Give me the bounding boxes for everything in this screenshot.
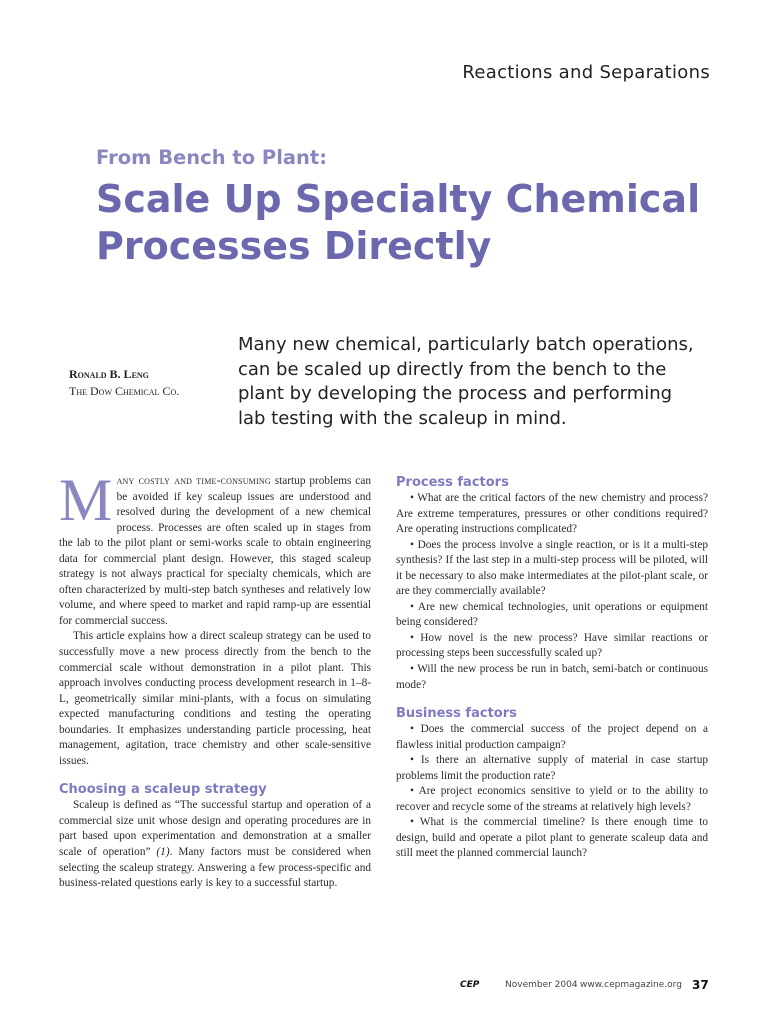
- article-kicker: From Bench to Plant:: [96, 146, 328, 169]
- title-line: Scale Up Specialty Chemical: [96, 177, 701, 221]
- article-deck: [238, 333, 708, 431]
- bullet-item: • Are project economics sensitive to yield or to the ability to recover and recycle some of the streams at relatively high levels?: [396, 785, 708, 813]
- deck-line: can be scaled up directly from the bench to the: [238, 358, 667, 380]
- bullet-text: Are project economics sensitive to yield or to the ability to recover and recycle some of the streams at relatively high levels?: [396, 785, 708, 813]
- bullet-item: • Are new chemical technologies, unit operations or equipment being considered?: [396, 600, 709, 629]
- body-paragraph: [59, 798, 371, 891]
- lead-in: Many costly and time-consuming: [59, 467, 271, 533]
- bullet-text: Does the process involve a single reaction, or is it a multi-step synthesis? If the last step in a multi-step process will be piloted, will it be necessary to also make intermediates at the pilot-plant scale, or are they commercially available?: [396, 538, 708, 598]
- left-column: [59, 467, 372, 892]
- magazine-logo: CEP: [460, 980, 480, 990]
- right-column: [396, 474, 708, 862]
- body-paragraph: This article explains how a direct scaleup strategy can be used to successfully move a new process directly from the bench to the commercial scale without demonstration in a pilot plant. This approach involves conducting process development research in 1–8-L, geometrically similar mini-plants, with a focus on simulating expected manufacturing conditions and testing the operating boundaries. It emphasizes understanding particle processing, heat management, agitation, trace chemistry and other scale-sensitive issues.: [59, 630, 371, 767]
- bullet-item: • Is there an alternative supply of material in case startup problems limit the production rate?: [396, 754, 708, 782]
- bullet-text: What are the critical factors of the new chemistry and process? Are extreme temperatures, pressures or other conditions required? Are operating instructions complicated?: [396, 492, 708, 536]
- bullet-text: How novel is the new process? Have similar reactions or processing steps been successfully scaled up?: [396, 631, 708, 660]
- intro-text: startup problems can be avoided if key scaleup issues are understood and resolved during the development of a new chemical process. Processes are often scaled up in stages from the lab to the pilot plant or semi-works scale to obtain engineering data for commercial plant design. However, this staged scaleup strategy is not always practical for specialty chemicals, which are often characterized by multi-step batch syntheses and relatively low volume, and where speed to market and rapid ramp-up are essential for commercial success.: [59, 475, 371, 627]
- bullet-text: Are new chemical technologies, unit operations or equipment being considered?: [396, 600, 709, 629]
- bullet-item: • Does the process involve a single reaction, or is it a multi-step synthesis? If the last step in a multi-step process will be piloted, will it be necessary to also make intermediates at the pilot-plant scale, or are they commercially available?: [396, 538, 708, 598]
- section-heading: Choosing a scaleup strategy: [59, 782, 267, 798]
- magazine-url: www.cepmagazine.org: [580, 980, 682, 990]
- author-name: Ronald B. Leng: [69, 367, 149, 381]
- bullet-item: • What are the critical factors of the new chemistry and process? Are extreme temperatures, pressures or other conditions required? Are operating instructions complicated?: [396, 492, 708, 536]
- issue-date: November 2004: [505, 980, 578, 990]
- article-title: [96, 176, 736, 270]
- deck-line: lab testing with the scaleup in mind.: [238, 407, 567, 429]
- byline: [69, 366, 179, 400]
- section-heading: Business factors: [396, 706, 517, 722]
- intro-paragraph: [59, 467, 371, 629]
- bullet-text: Does the commercial success of the project depend on a flawless initial production campaign?: [396, 723, 708, 751]
- bullet-text: Will the new process be run in batch, semi-batch or continuous mode?: [396, 663, 708, 691]
- page-number: 37: [692, 978, 709, 992]
- body-text: . Many factors must be considered when selecting the scaleup strategy. Answering a few process-specific and business-related questions early is key to a successful startup.: [59, 846, 372, 890]
- bullet-item: • Will the new process be run in batch, semi-batch or continuous mode?: [396, 663, 708, 691]
- bullet-item: • What is the commercial timeline? Is there enough time to design, build and operate a pilot plant to generate scaleup data and still meet the planned commercial launch?: [396, 816, 708, 860]
- title-line: Processes Directly: [96, 224, 492, 268]
- author-affiliation: The Dow Chemical Co.: [69, 384, 180, 398]
- bullet-item: • Does the commercial success of the project depend on a flawless initial production campaign?: [396, 723, 708, 751]
- bullet-item: • How novel is the new process? Have similar reactions or processing steps been successfully scaled up?: [396, 631, 708, 660]
- deck-line: Many new chemical, particularly batch operations,: [238, 334, 694, 355]
- body-text: Scaleup is defined as “The successful startup and operation of a commercial size unit whose design and operating procedures are in part based upon experimentation and demonstration at a smaller scale of operation”: [59, 799, 371, 859]
- reference-citation: (1): [156, 846, 170, 859]
- section-label: Reactions and Separations: [462, 62, 710, 83]
- bullet-text: Is there an alternative supply of material in case startup problems limit the production rate?: [396, 754, 708, 782]
- deck-line: plant by developing the process and performing: [238, 383, 673, 404]
- section-heading: Process factors: [396, 475, 509, 490]
- bullet-text: What is the commercial timeline? Is there enough time to design, build and operate a pilot plant to generate scaleup data and still meet the planned commercial launch?: [396, 816, 708, 860]
